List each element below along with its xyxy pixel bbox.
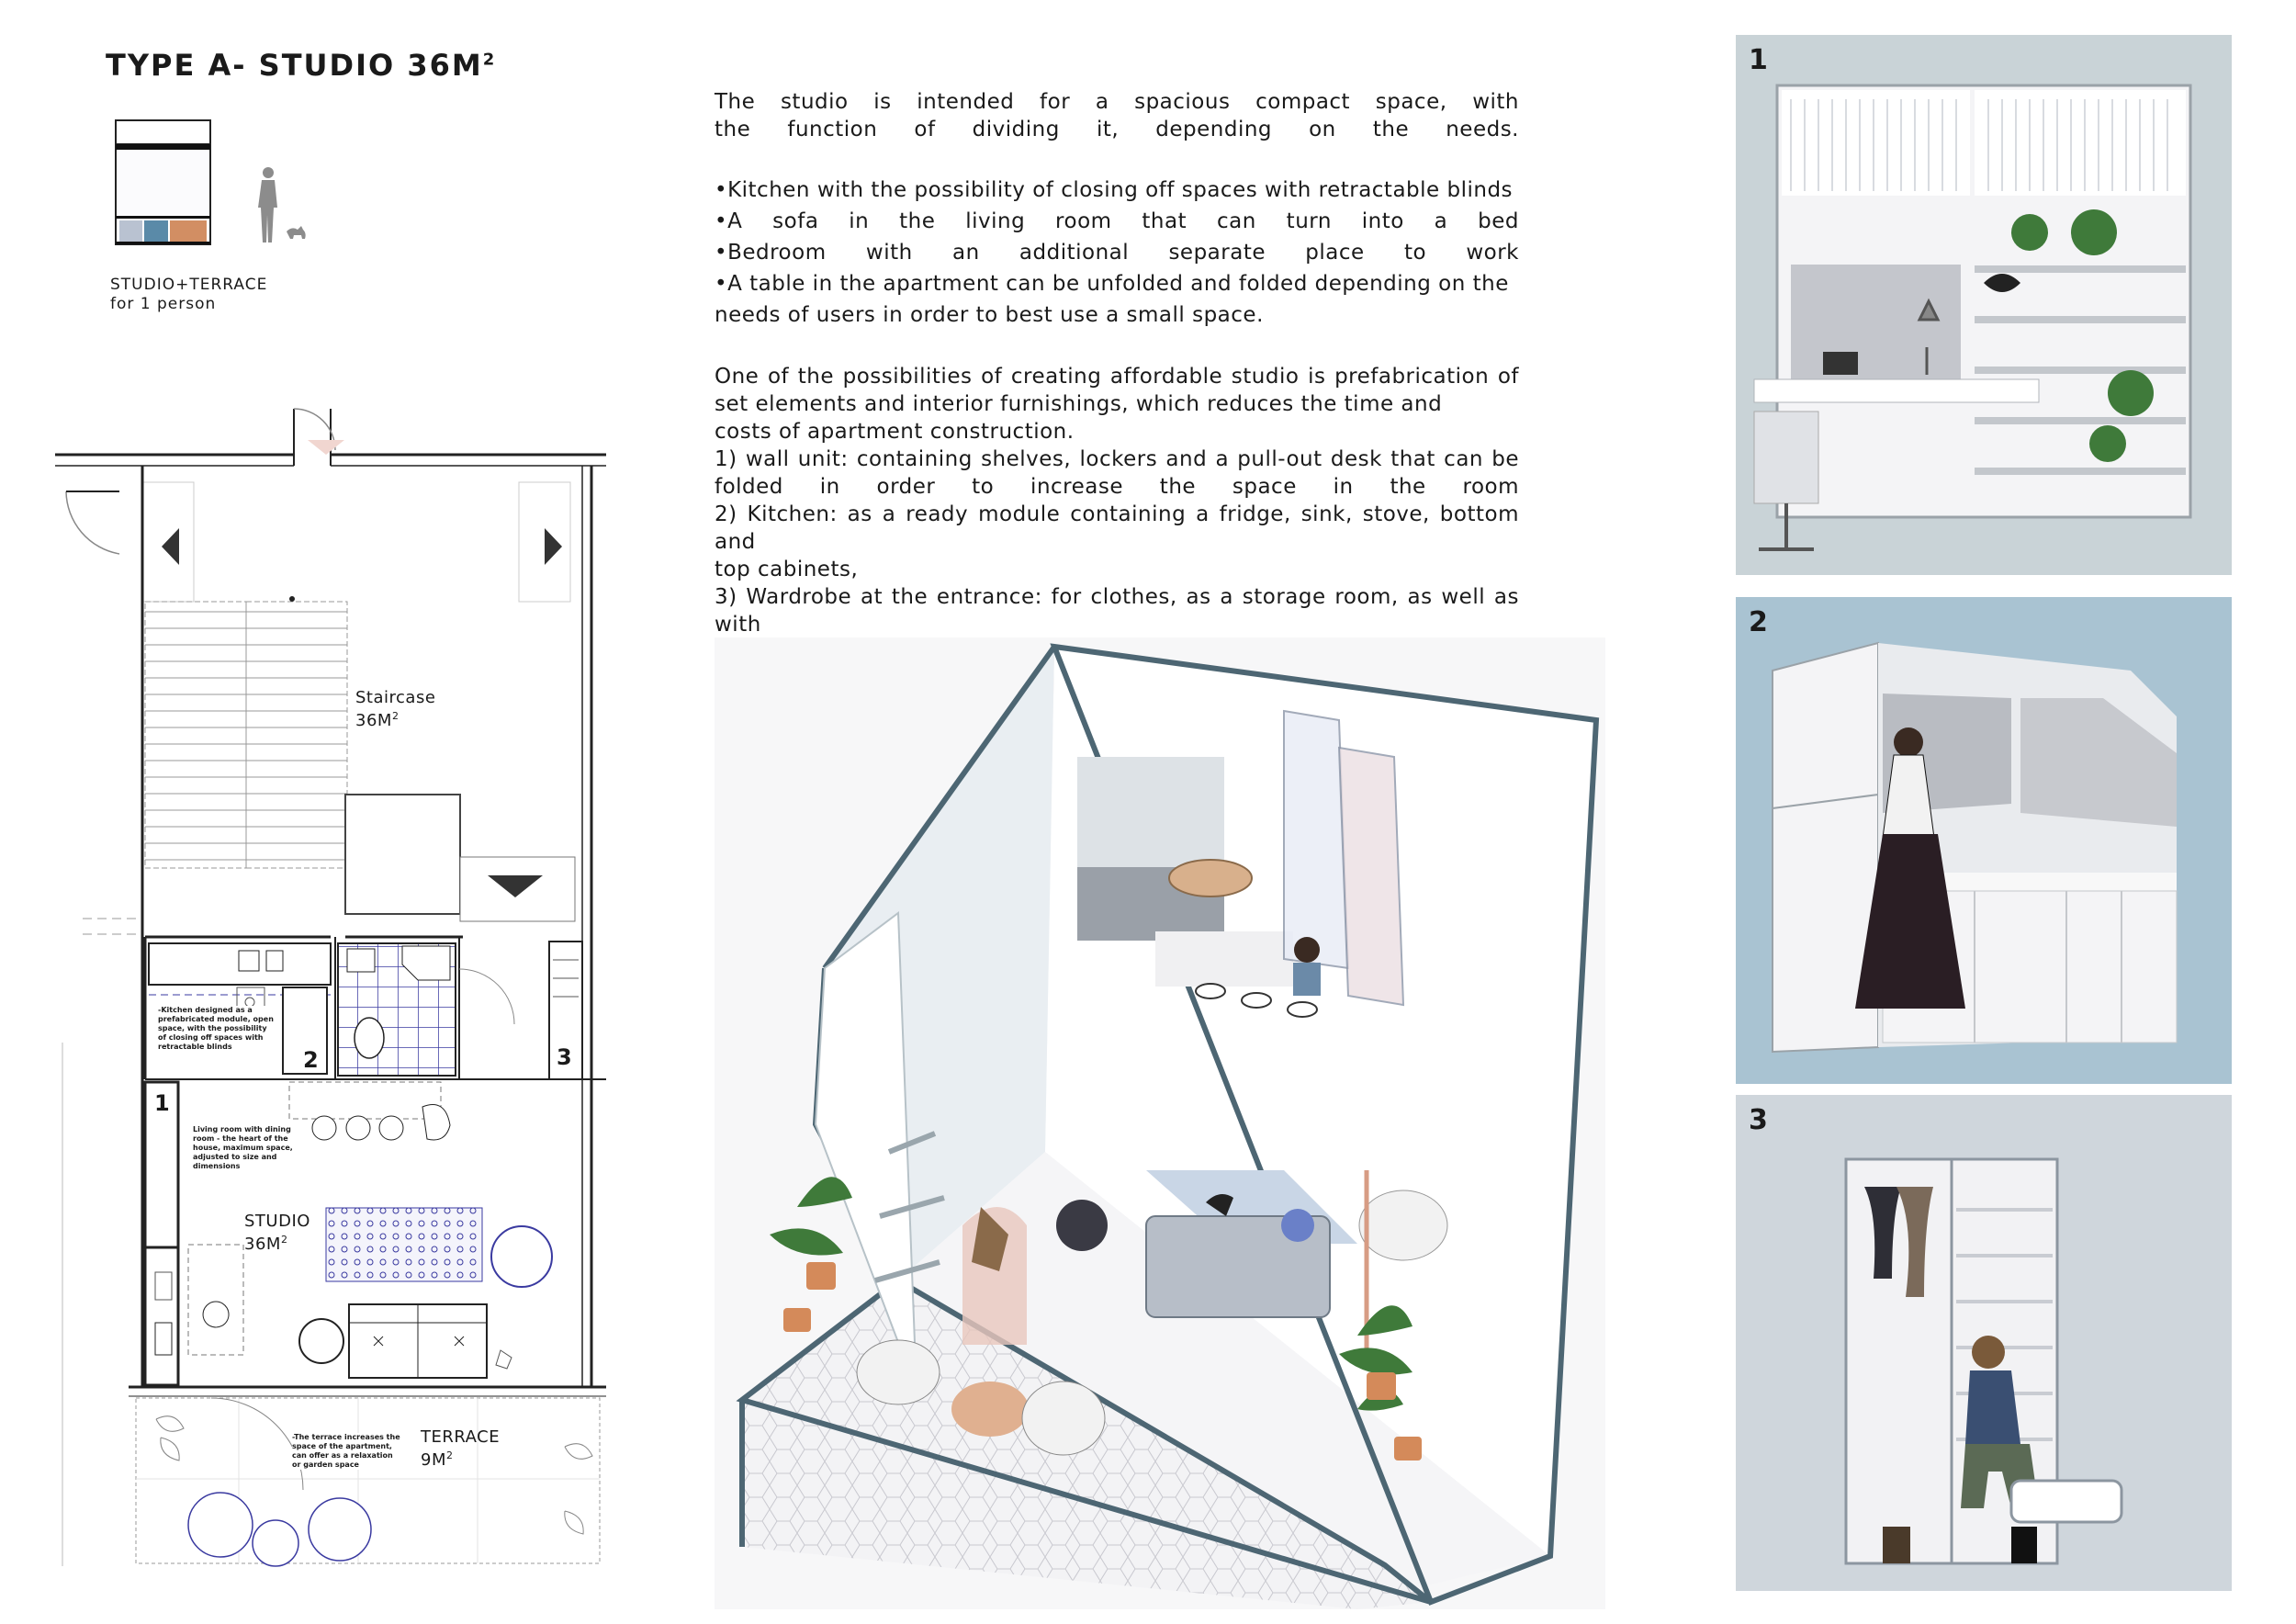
prefab-item-2: 2) Kitchen: as a ready module containing a fridge, sink, stove, bottom and xyxy=(715,502,1519,554)
prefab-item-3: 3) Wardrobe at the entrance: for clothes, as a storage room, as well as with xyxy=(715,585,1519,637)
living-room-note: Living room with dining room - the heart of the house, maximum space, adjusted to size and dimensions xyxy=(193,1125,303,1171)
prefab-line-3: costs of apartment construction. xyxy=(715,420,1075,444)
feature-sofa: •A sofa in the living room that can turn into a bed xyxy=(715,209,1519,233)
feature-table-cont: needs of users in order to best use a small space. xyxy=(715,303,1264,327)
feature-table: •A table in the apartment can be unfolded and folded depending on the xyxy=(715,272,1509,296)
prefab-item-1-cont: folded in order to increase the space in the room xyxy=(715,475,1519,499)
wardrobe-panel xyxy=(1736,1095,2232,1591)
plan-marker-2: 2 xyxy=(303,1047,319,1073)
kitchen-module-panel xyxy=(1736,597,2232,1084)
floor-plan-drawing xyxy=(55,381,625,1575)
axonometric-view xyxy=(715,637,1605,1609)
prefab-item-2-cont: top cabinets, xyxy=(715,558,859,581)
unit-caption-occupancy: for 1 person xyxy=(110,295,217,313)
floor-plan xyxy=(55,381,625,1575)
panel-number-2: 2 xyxy=(1749,606,1768,638)
terrace-label: TERRACE $9M^2$ xyxy=(421,1427,501,1470)
unit-type-icon xyxy=(115,119,211,245)
person-with-dog-icon xyxy=(253,165,309,244)
staircase-label: Staircase $36M^2$ xyxy=(355,688,436,730)
prefab-item-1: 1) wall unit: containing shelves, lockers and a pull-out desk that can be xyxy=(715,447,1519,471)
page-title: TYPE A- STUDIO $36M^2$ xyxy=(106,48,497,83)
prefab-line-1: One of the possibilities of creating affordable studio is prefabrication of xyxy=(715,365,1519,389)
description-intro xyxy=(715,88,1519,143)
plan-marker-3: 3 xyxy=(557,1044,572,1070)
panel-number-1: 1 xyxy=(1749,44,1768,76)
wall-unit-panel xyxy=(1736,35,2232,575)
intro-line-1: The studio is intended for a spacious compact space, with xyxy=(715,90,1519,114)
kitchen-module-render xyxy=(1736,597,2232,1084)
intro-line-2: the function of dividing it, depending on the needs. xyxy=(715,118,1519,141)
terrace-note: -The terrace increases the space of the apartment, can offer as a relaxation or garden space xyxy=(292,1433,402,1470)
feature-bedroom: •Bedroom with an additional separate place to work xyxy=(715,241,1519,265)
wardrobe-render xyxy=(1736,1095,2232,1591)
feature-kitchen: •Kitchen with the possibility of closing off spaces with retractable blinds xyxy=(715,178,1514,202)
prefabrication-text xyxy=(715,363,1519,666)
feature-list xyxy=(715,175,1519,331)
panel-number-3: 3 xyxy=(1749,1104,1768,1136)
wall-unit-render xyxy=(1736,35,2232,575)
unit-caption-title: STUDIO+TERRACE xyxy=(110,276,268,294)
plan-marker-1: 1 xyxy=(154,1090,170,1116)
studio-label: STUDIO $36M^2$ xyxy=(244,1212,310,1254)
kitchen-note: -Kitchen designed as a prefabricated module, open space, with the possibility of closing off spaces with retractable blinds xyxy=(158,1006,277,1052)
prefab-line-2: set elements and interior furnishings, which reduces the time and xyxy=(715,392,1443,416)
